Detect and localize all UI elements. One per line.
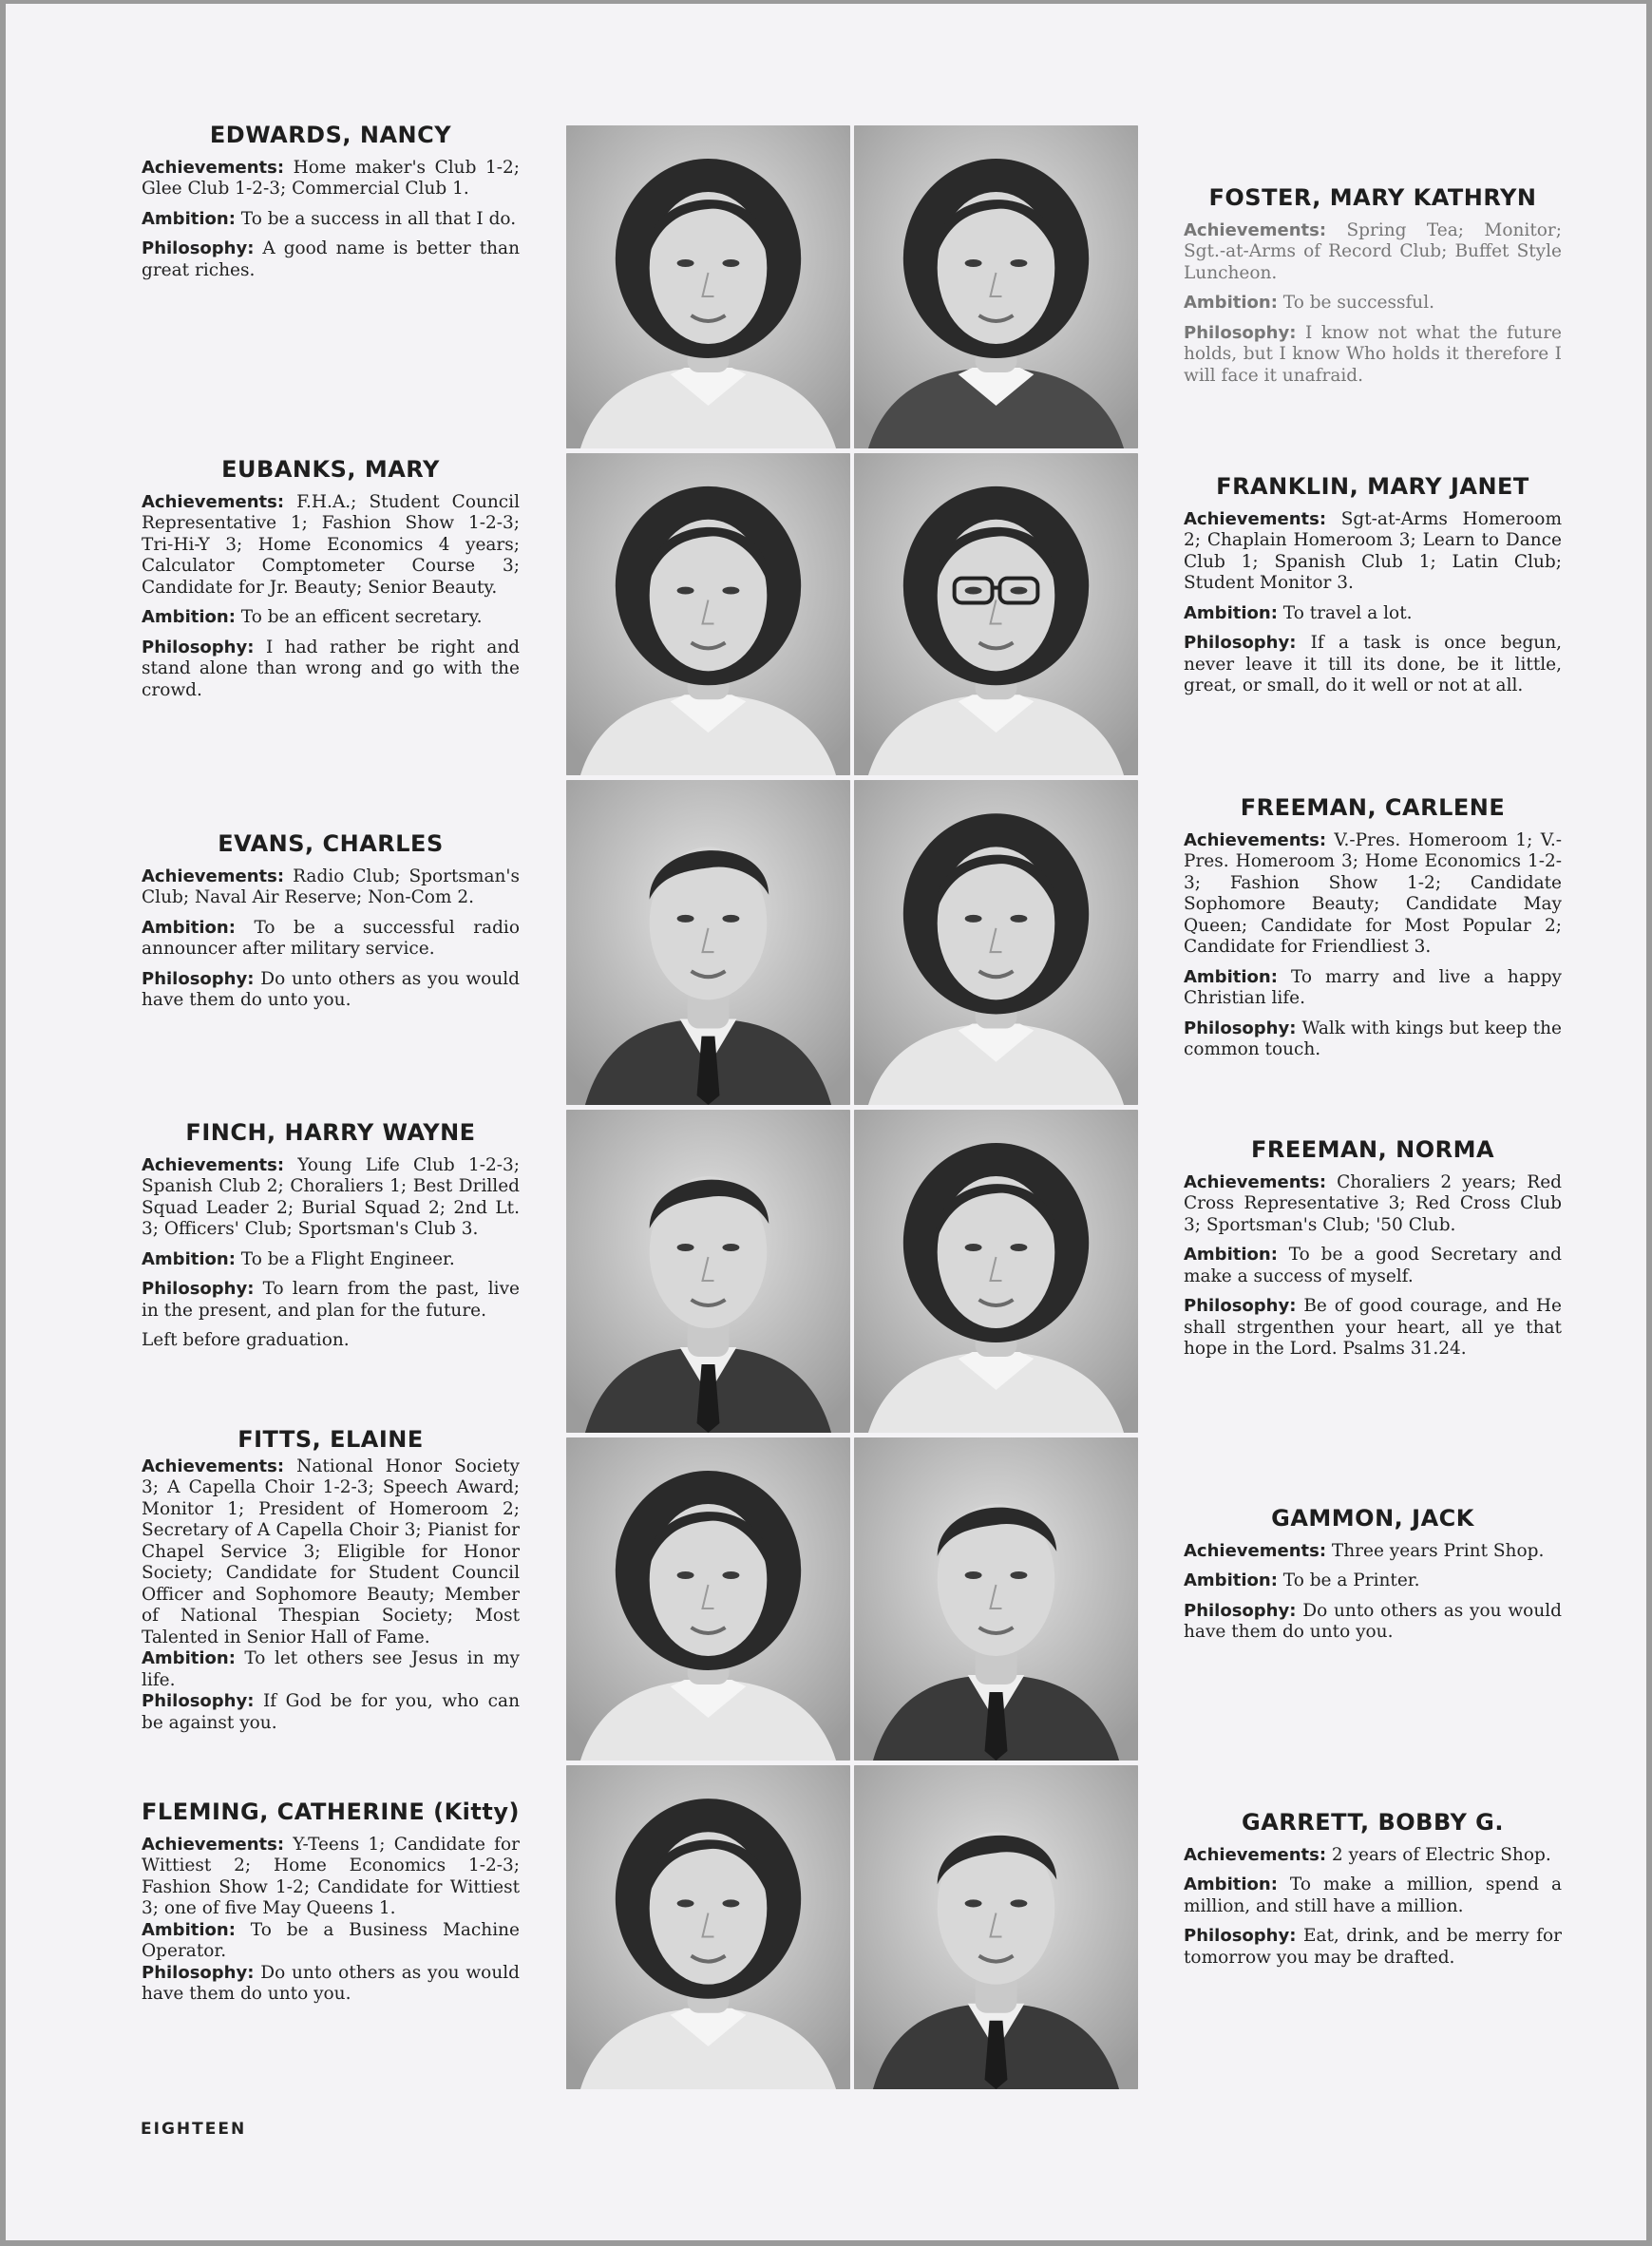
ambition-text: To be a Business Machine Operator. (142, 1919, 520, 1961)
portrait-illustration (566, 1765, 850, 2089)
portrait-illustration (854, 1110, 1138, 1433)
achievements-text: Home maker's Club 1-2; Glee Club 1-2-3; Commercial Club 1. (142, 157, 520, 199)
philosophy-text: Do unto others as you would have them do unto you. (142, 968, 520, 1010)
senior-entry (142, 1426, 520, 1734)
philosophy (1184, 1926, 1562, 1969)
portrait-illustration (566, 1437, 850, 1761)
philosophy-label: Philosophy: (1184, 1018, 1297, 1038)
ambition-label: Ambition: (142, 1919, 236, 1940)
philosophy-label: Philosophy: (142, 1962, 255, 1983)
ambition-text: To be a Flight Engineer. (240, 1248, 455, 1269)
philosophy-label: Philosophy: (1184, 1296, 1297, 1316)
philosophy-text: Walk with kings but keep the common touch. (1184, 1018, 1562, 1059)
senior-entry (142, 1801, 520, 2006)
philosophy-text: If a task is once begun, never leave it till its done, be it little, great, or small, do it well or not at all. (1184, 633, 1562, 695)
achievements-label: Achievements: (1184, 219, 1327, 240)
yearbook-page (6, 4, 1646, 2240)
philosophy-text: I know not what the future holds, but I know Who holds it therefore I will face it unafraid. (1184, 322, 1562, 386)
senior-entry (1184, 1136, 1562, 1369)
portrait-photo (854, 125, 1138, 448)
ambition-text: To make a million, spend a million, and still have a million. (1184, 1875, 1562, 1916)
ambition-label: Ambition: (1184, 1570, 1278, 1590)
achievements (1184, 1541, 1562, 1563)
ambition (142, 607, 520, 629)
achievements-text: Y-Teens 1; Candidate for Wittiest 2; Home Economics 1-2-3; Fashion Show 1-2; Candidate for Wittiest 3; one of five May Queens 1. (142, 1834, 520, 1918)
philosophy-text: Do unto others as you would have them do unto you. (142, 1962, 520, 2004)
senior-entry (1184, 1505, 1562, 1652)
portrait-illustration (854, 453, 1138, 775)
portrait-photo (566, 1110, 850, 1433)
portrait-photo (566, 1765, 850, 2089)
achievements-text: Young Life Club 1-2-3; Spanish Club 2; Choraliers 1; Best Drilled Squad Leader 2; Burial Squad 2; 2nd Lt. 3; Officers' Club; Sportsman's Club 3. (142, 1154, 520, 1239)
ambition-label: Ambition: (1184, 1245, 1278, 1265)
student-name: FLEMING, CATHERINE (Kitty) (142, 1799, 520, 1825)
achievements (1184, 220, 1562, 285)
philosophy-label: Philosophy: (142, 968, 255, 989)
ambition-label: Ambition: (142, 1248, 236, 1269)
ambition-text: To be an efficent secretary. (240, 607, 483, 627)
ambition (1184, 293, 1562, 314)
achievements (142, 1835, 520, 1920)
achievements-label: Achievements: (1184, 1171, 1327, 1192)
page-number: EIGHTEEN (141, 2120, 247, 2139)
ambition-label: Ambition: (142, 917, 236, 938)
ambition-text: To be a good Secretary and make a success of myself. (1184, 1245, 1562, 1286)
achievements (142, 866, 520, 909)
ambition (1184, 1875, 1562, 1917)
ambition-label: Ambition: (1184, 966, 1278, 987)
achievements-label: Achievements: (1184, 829, 1327, 850)
philosophy (1184, 1018, 1562, 1061)
philosophy-text: To learn from the past, live in the present, and plan for the future. (142, 1279, 520, 1321)
philosophy (1184, 323, 1562, 388)
portrait-photo (566, 453, 850, 775)
achievements-text: National Honor Society 3; A Capella Choir 1-2-3; Speech Award; Monitor 1; President of Homeroom 2; Secretary of A Capella Choir 3; Pianist for Chapel Service 3; Eligible for Honor Society; Candidate for Student Council Officer and Sophomore Beauty; Member of National Thespian Society; Most Talented in Senior Hall of Fame. (142, 1456, 520, 1647)
philosophy-label: Philosophy: (142, 1691, 255, 1711)
achievements-label: Achievements: (142, 1834, 285, 1855)
philosophy (1184, 633, 1562, 697)
student-name: FRANKLIN, MARY JANET (1216, 473, 1529, 500)
student-name: FINCH, HARRY WAYNE (185, 1119, 476, 1146)
philosophy (142, 1963, 520, 2006)
achievements-text: Spring Tea; Monitor; Sgt.-at-Arms of Record Club; Buffet Style Luncheon. (1184, 219, 1562, 283)
ambition-text: To be a Printer. (1282, 1570, 1420, 1590)
ambition-text: To travel a lot. (1282, 602, 1413, 623)
achievements (1184, 509, 1562, 595)
portrait-photo (566, 125, 850, 448)
achievements-label: Achievements: (142, 1456, 285, 1476)
portrait-illustration (854, 125, 1138, 448)
achievements-label: Achievements: (142, 157, 285, 178)
portrait-photo (566, 780, 850, 1105)
achievements-label: Achievements: (1184, 508, 1327, 529)
ambition-label: Ambition: (142, 607, 236, 627)
philosophy-text: Be of good courage, and He shall strgenthen your heart, all ye that hope in the Lord. Psalms 31.24. (1184, 1296, 1562, 1359)
portrait-photo (854, 780, 1138, 1105)
philosophy-label: Philosophy: (1184, 1600, 1297, 1621)
senior-entry (1184, 184, 1562, 395)
philosophy-label: Philosophy: (1184, 1926, 1297, 1946)
ambition-label: Ambition: (142, 1648, 236, 1668)
student-name: FREEMAN, NORMA (1250, 1136, 1495, 1163)
senior-entry (142, 1119, 520, 1361)
ambition-label: Ambition: (1184, 293, 1278, 313)
philosophy-text: If God be for you, who can be against you. (142, 1691, 520, 1733)
philosophy (1184, 1296, 1562, 1361)
philosophy-label: Philosophy: (142, 238, 255, 258)
achievements-text: V.-Pres. Homeroom 1; V.-Pres. Homeroom 3; Home Economics 1-2-3; Fashion Show 1-2; Candidate Sophomore Beauty; Candidate May Queen; Candidate for Most Popular 2; Candidate for Friendliest 3. (1184, 829, 1562, 957)
philosophy (142, 1691, 520, 1734)
achievements (142, 492, 520, 600)
ambition-label: Ambition: (142, 208, 236, 229)
ambition (142, 918, 520, 961)
achievements-text: Radio Club; Sportsman's Club; Naval Air Reserve; Non-Com 2. (142, 866, 520, 907)
philosophy-text: Do unto others as you would have them do unto you. (1184, 1600, 1562, 1642)
achievements-text: 2 years of Electric Shop. (1331, 1844, 1551, 1865)
portrait-illustration (566, 1110, 850, 1433)
ambition (1184, 1570, 1562, 1592)
achievements (1184, 830, 1562, 959)
achievements-label: Achievements: (142, 491, 285, 512)
student-name: FITTS, ELAINE (237, 1426, 424, 1453)
ambition-text: To be a successful radio announcer after military service. (142, 917, 520, 959)
student-name: EUBANKS, MARY (221, 456, 440, 483)
philosophy (142, 969, 520, 1012)
achievements (1184, 1845, 1562, 1867)
student-name: FREEMAN, CARLENE (1240, 794, 1506, 821)
portrait-illustration (854, 1437, 1138, 1761)
portrait-photo (566, 1437, 850, 1761)
philosophy-text: Eat, drink, and be merry for tomorrow you may be drafted. (1184, 1926, 1562, 1968)
ambition (1184, 603, 1562, 625)
student-name: EDWARDS, NANCY (209, 122, 452, 148)
student-name: FOSTER, MARY KATHRYN (1208, 184, 1537, 211)
achievements-text: Sgt-at-Arms Homeroom 2; Chaplain Homeroom 3; Learn to Dance Club 1; Spanish Club 1; Latin Club; Student Monitor 3. (1184, 508, 1562, 593)
portrait-illustration (566, 125, 850, 448)
senior-entry (1184, 1809, 1562, 1977)
senior-entry (1184, 794, 1562, 1070)
student-name: EVANS, CHARLES (218, 830, 444, 857)
student-name: GAMMON, JACK (1271, 1505, 1474, 1532)
philosophy-label: Philosophy: (142, 637, 255, 657)
philosophy-label: Philosophy: (142, 1279, 255, 1299)
ambition-label: Ambition: (1184, 1875, 1278, 1894)
ambition-text: To be a success in all that I do. (240, 208, 517, 229)
portrait-photo (854, 1110, 1138, 1433)
philosophy (142, 238, 520, 281)
philosophy-text: A good name is better than great riches. (142, 238, 520, 280)
achievements-text: F.H.A.; Student Council Representative 1; Fashion Show 1-2-3; Tri-Hi-Y 3; Home Economics 4 years; Calculator Comptometer Course 3; Candidate for Jr. Beauty; Senior Beauty. (142, 491, 520, 598)
student-name: GARRETT, BOBBY G. (1242, 1809, 1504, 1836)
portrait-photo (854, 1437, 1138, 1761)
portrait-photo (854, 453, 1138, 775)
philosophy-label: Philosophy: (1184, 322, 1297, 343)
achievements-label: Achievements: (142, 866, 285, 886)
achievements (1184, 1172, 1562, 1237)
ambition (142, 1920, 520, 1963)
achievements-text: Three years Print Shop. (1331, 1540, 1545, 1561)
senior-entry (142, 456, 520, 710)
philosophy-text: I had rather be right and stand alone than wrong and go with the crowd. (142, 637, 520, 700)
ambition (142, 1249, 520, 1271)
portrait-illustration (566, 453, 850, 775)
senior-entry (1184, 473, 1562, 706)
ambition-label: Ambition: (1184, 602, 1278, 623)
achievements-label: Achievements: (1184, 1844, 1327, 1865)
ambition (142, 1648, 520, 1691)
ambition-text: To let others see Jesus in my life. (142, 1648, 520, 1690)
achievements (142, 158, 520, 200)
senior-entry (142, 830, 520, 1020)
portrait-illustration (854, 1765, 1138, 2089)
ambition-text: To marry and live a happy Christian life. (1184, 966, 1562, 1008)
ambition (1184, 1245, 1562, 1287)
philosophy (142, 1279, 520, 1322)
graduation-note: Left before graduation. (142, 1330, 350, 1350)
achievements-text: Choraliers 2 years; Red Cross Representative 3; Red Cross Club 3; Sportsman's Club; '50 Club. (1184, 1171, 1562, 1235)
achievements-label: Achievements: (1184, 1540, 1327, 1561)
ambition-text: To be successful. (1282, 293, 1435, 313)
philosophy (142, 638, 520, 702)
senior-entry (142, 124, 520, 290)
achievements (142, 1456, 520, 1649)
portrait-illustration (566, 780, 850, 1105)
achievements-label: Achievements: (142, 1154, 285, 1175)
portrait-photo (854, 1765, 1138, 2089)
portrait-illustration (854, 780, 1138, 1105)
achievements (142, 1155, 520, 1241)
philosophy (1184, 1601, 1562, 1644)
philosophy-label: Philosophy: (1184, 633, 1297, 653)
ambition (142, 209, 520, 231)
ambition (1184, 967, 1562, 1010)
